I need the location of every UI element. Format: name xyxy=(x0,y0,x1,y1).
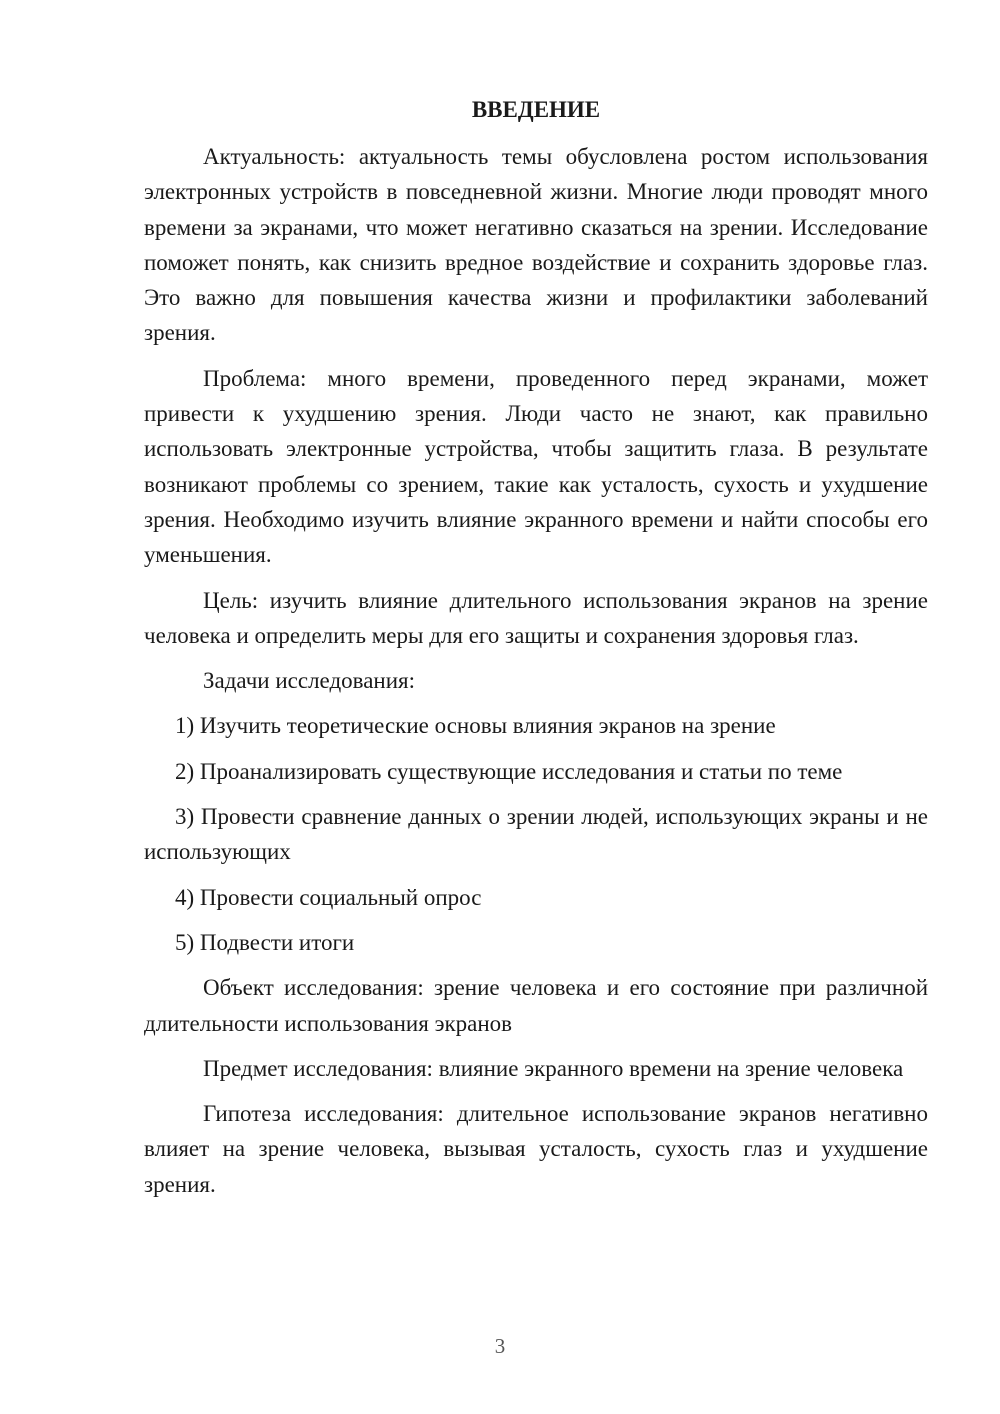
subject-paragraph: Предмет исследования: влияние экранного времени на зрение человека xyxy=(203,1055,904,1081)
task-item-4: 4) Провести социальный опрос xyxy=(175,884,482,910)
task-item-2: 2) Проанализировать существующие исследования и статьи по теме xyxy=(175,758,843,784)
page-title: ВВЕДЕНИЕ xyxy=(471,97,601,122)
problem-paragraph: Проблема: много времени, проведенного перед экранами, может привести к ухудшению зрения. Люди часто не знают, как правильно использовать электронные устройства, чтобы защитить глаза. В результате возникают проблемы со зрением, такие как усталость, сухость и ухудшение зрения. Необходимо изучить влияние экранного времени и найти способы его уменьшения. xyxy=(144,365,928,568)
tasks-heading: Задачи исследования: xyxy=(203,668,416,694)
page-number: 3 xyxy=(494,1334,506,1358)
document-page xyxy=(144,92,928,1212)
object-paragraph: Объект исследования: зрение человека и его состояние при различной длительности использования экранов xyxy=(144,975,928,1036)
relevance-paragraph: Актуальность: актуальность темы обусловлена ростом использования электронных устройств в повседневной жизни. Многие люди проводят много времени за экранами, что может негативно сказаться на зрении. Исследование поможет понять, как снизить вредное воздействие и сохранить здоровье глаз. Это важно для повышения качества жизни и профилактики заболеваний зрения. xyxy=(144,144,928,346)
task-item-1: 1) Изучить теоретические основы влияния экранов на зрение xyxy=(175,713,776,739)
goal-paragraph: Цель: изучить влияние длительного использования экранов на зрение человека и определить меры для его защиты и сохранения здоровья глаз. xyxy=(144,587,928,648)
hypothesis-paragraph: Гипотеза исследования: длительное использование экранов негативно влияет на зрение человека, вызывая усталость, сухость глаз и ухудшение зрения. xyxy=(144,1101,928,1197)
task-item-5: 5) Подвести итоги xyxy=(175,929,355,955)
task-item-3: 3) Провести сравнение данных о зрении людей, использующих экраны и не использующих xyxy=(144,804,928,865)
